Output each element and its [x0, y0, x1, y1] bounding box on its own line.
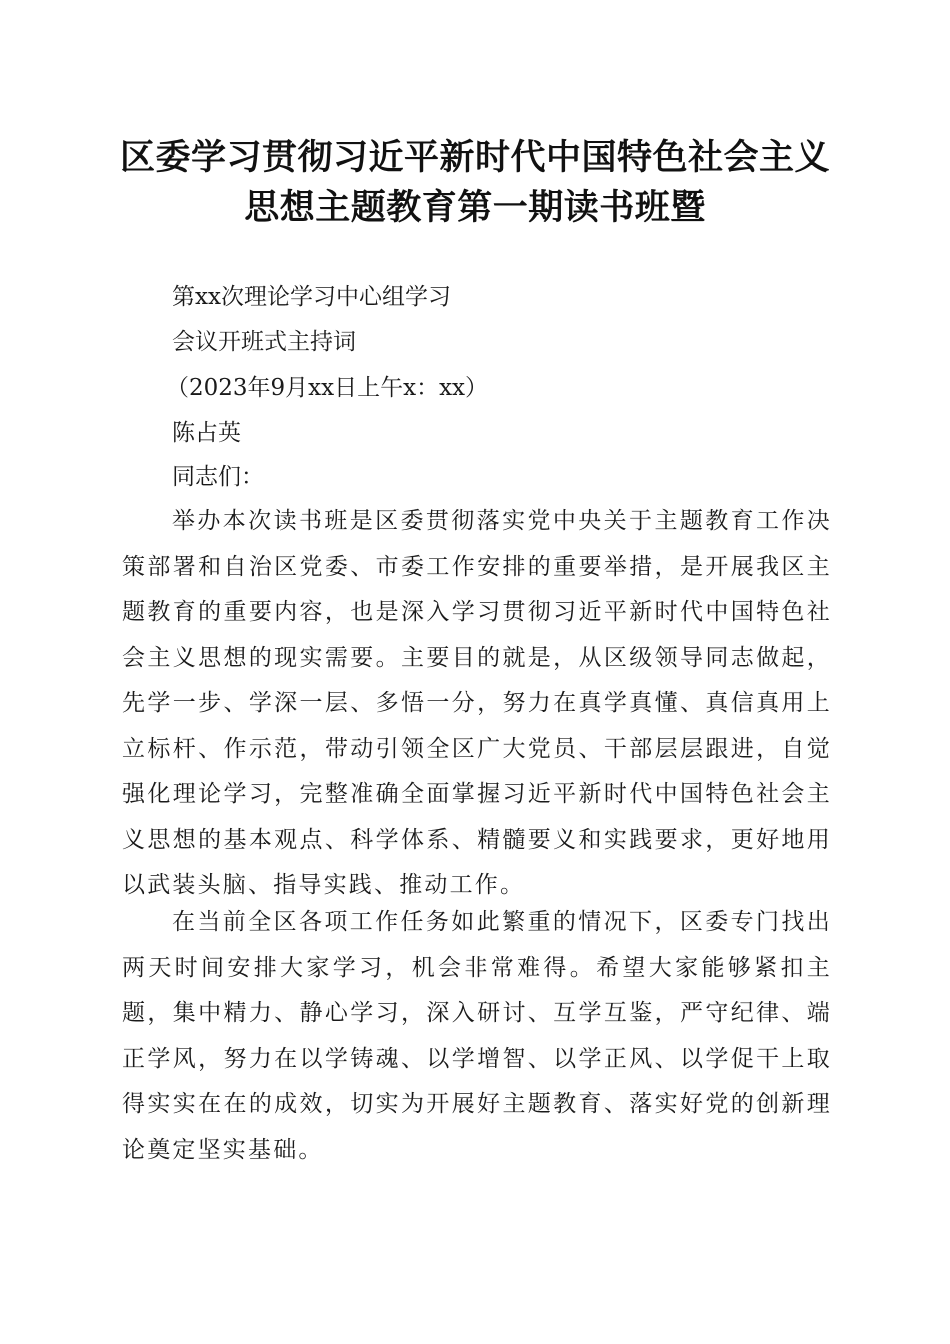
meeting-date: （2023年9月xx日上午x：xx）	[166, 375, 489, 401]
body-paragraph-1: 举办本次读书班是区委贯彻落实党中央关于主题教育工作决策部署和自治区党委、市委工作安排的重要举措，是开展我区主题教育的重要内容，也是深入学习贯彻习近平新时代中国特色社会主义思想的现实需要。主要目的就是，从区级领导同志做起，先学一步、学深一层、多悟一分，努力在真学真懂、真信真用上立标杆、作示范，带动引领全区广大党员、干部层层跟进，自觉强化理论学习，完整准确全面掌握习近平新时代中国特色社会主义思想的基本观点、科学体系、精髓要义和实践要求，更好地用以武装头脑、指导实践、推动工作。	[122, 508, 832, 898]
salutation: 同志们：	[172, 464, 264, 490]
author-name: 陈占英	[172, 420, 241, 446]
body-paragraph-2: 在当前全区各项工作任务如此繁重的情况下，区委专门找出两天时间安排大家学习，机会非常难得。希望大家能够紧扣主题，集中精力、静心学习，深入研讨、互学互鉴，严守纪律、端正学风，努力在以学铸魂、以学增智、以学正风、以学促干上取得实实在在的成效，切实为开展好主题教育、落实好党的创新理论奠定坚实基础。	[122, 909, 832, 1163]
subtitle-line-1: 第xx次理论学习中心组学习	[172, 284, 451, 310]
subtitle-line-2: 会议开班式主持词	[172, 329, 356, 355]
document-title-line-1: 区委学习贯彻习近平新时代中国特色社会主义	[119, 137, 830, 178]
document-title-line-2: 思想主题教育第一期读书班暨	[244, 187, 706, 228]
